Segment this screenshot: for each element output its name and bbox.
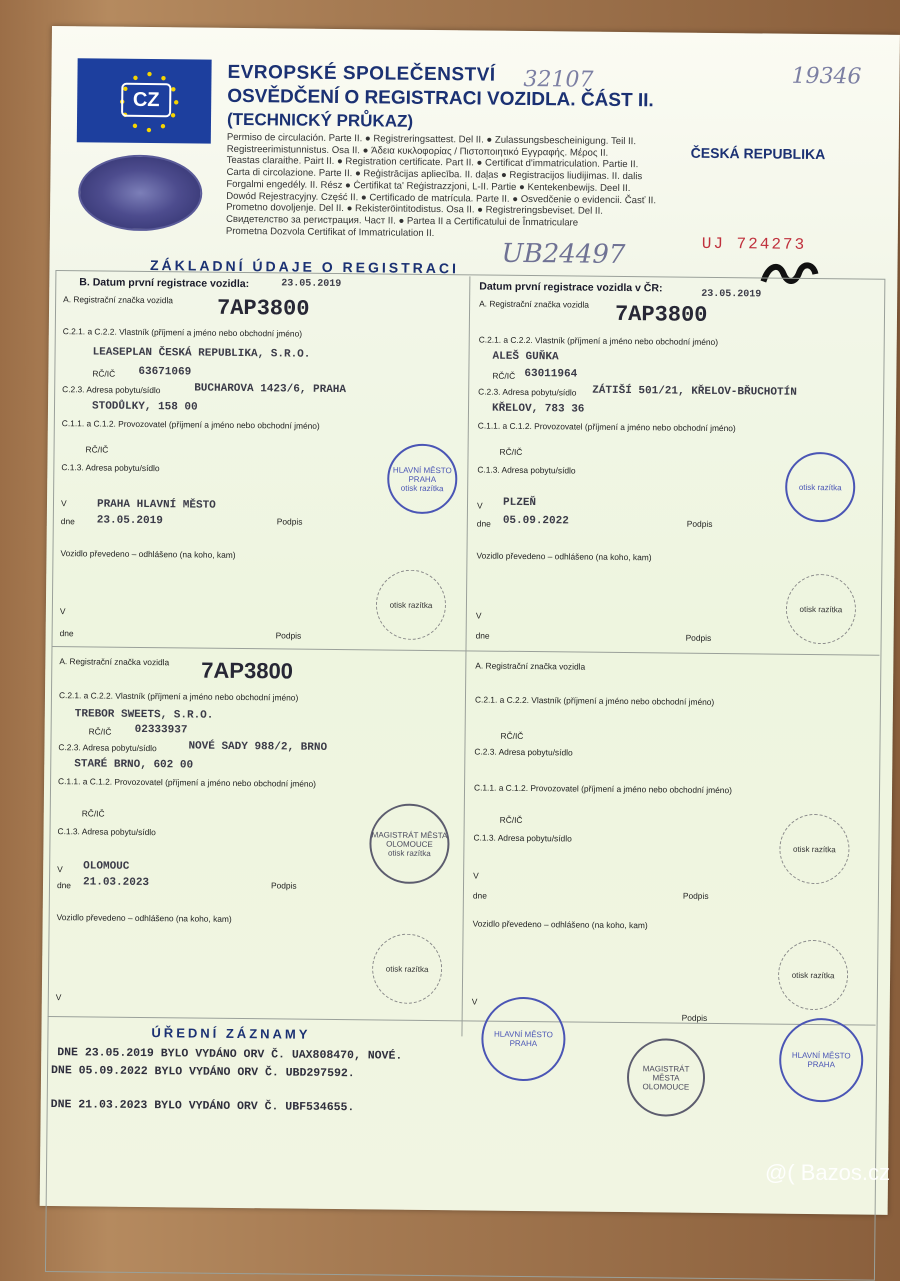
- handwritten-note-1: 32107: [523, 66, 594, 93]
- title-line-1: EVROPSKÉ SPOLEČENSTVÍ: [227, 61, 496, 86]
- transfer-label: Vozidlo převedeno – odhlášeno (na koho, kam): [472, 918, 648, 931]
- v-label: V: [471, 996, 478, 1007]
- plate-label: A. Registrační značka vozidla: [59, 656, 170, 668]
- signature-label: Podpis: [270, 880, 297, 891]
- owner-label: C.2.1. a C.2.2. Vlastník (příjmení a jméno nebo obchodní jméno): [62, 326, 303, 339]
- record-line-1: DNE 23.05.2019 BYLO VYDÁNO ORV Č. UAX808470, NOVÉ.: [57, 1046, 403, 1063]
- first-reg-cr-label: Datum první registrace vozidla v ČR:: [479, 280, 663, 295]
- stamp-placeholder-3: otisk razítka: [372, 933, 443, 1004]
- owner-id-2: 63011964: [524, 367, 578, 381]
- reg-date-3: 21.03.2023: [82, 876, 150, 890]
- owner-name-3: TREBOR SWEETS, S.R.O.: [74, 708, 214, 722]
- owner-address-3b: STARÉ BRNO, 602 00: [74, 758, 194, 772]
- signature-label: Podpis: [685, 632, 712, 643]
- first-reg-cr-date: 23.05.2019: [701, 288, 762, 301]
- address-label: C.2.3. Adresa pobytu/sídlo: [478, 386, 577, 398]
- transfer-label: Vozidlo převedeno – odhlášeno (na koho, kam): [476, 550, 652, 563]
- rcic-label: RČ/IČ: [492, 370, 516, 381]
- dne-label: dne: [476, 518, 491, 529]
- stamp-placeholder-5: otisk razítka: [778, 940, 849, 1011]
- owner-address-2a: ZÁTIŠÍ 501/21, KŘELOV-BŘUCHOTÍN: [592, 384, 797, 399]
- reg-city-3: OLOMOUC: [83, 860, 130, 873]
- owner-label: C.2.1. a C.2.2. Vlastník (příjmení a jméno nebo obchodní jméno): [58, 690, 299, 703]
- official-stamp-6: HLAVNÍ MĚSTO PRAHA: [779, 1018, 864, 1103]
- address-label: C.2.3. Adresa pobytu/sídlo: [62, 384, 161, 396]
- address-label: C.2.3. Adresa pobytu/sídlo: [474, 746, 573, 758]
- owner-label: C.2.1. a C.2.2. Vlastník (příjmení a jméno nebo obchodní jméno): [474, 694, 715, 707]
- record-line-3: DNE 21.03.2023 BYLO VYDÁNO ORV Č. UBF534655.: [50, 1098, 355, 1115]
- first-reg-date: 23.05.2019: [281, 278, 342, 291]
- signature-label: Podpis: [682, 890, 709, 901]
- rcic-label: RČ/IČ: [499, 446, 523, 457]
- records-title: ÚŘEDNÍ ZÁZNAMY: [151, 1025, 311, 1042]
- signature-label: Podpis: [686, 518, 713, 529]
- title-line-3: (TECHNICKÝ PRŮKAZ): [226, 109, 414, 131]
- op-address-label: C.1.3. Adresa pobytu/sídlo: [473, 832, 572, 844]
- dne-label: dne: [59, 628, 74, 639]
- rcic-label: RČ/IČ: [85, 444, 109, 455]
- plate-label: A. Registrační značka vozidla: [475, 660, 586, 672]
- plate-label: A. Registrační značka vozidla: [63, 294, 174, 306]
- official-stamp-4: HLAVNÍ MĚSTO PRAHA: [481, 997, 566, 1082]
- operator-label: C.1.1. a C.1.2. Provozovatel (příjmení a jméno nebo obchodní jméno): [58, 776, 317, 789]
- operator-label: C.1.1. a C.1.2. Provozovatel (příjmení a jméno nebo obchodní jméno): [61, 418, 320, 431]
- official-stamp-5: MAGISTRÁT MĚSTA OLOMOUCE: [627, 1038, 706, 1117]
- signature-label: Podpis: [275, 630, 302, 641]
- owner-address-1b: STODŮLKY, 158 00: [91, 400, 198, 414]
- v-label: V: [475, 610, 482, 621]
- country-code: CZ: [121, 83, 171, 118]
- official-stamp-1: HLAVNÍ MĚSTO PRAHA otisk razítka: [387, 444, 458, 515]
- title-line-2: OSVĚDČENÍ O REGISTRACI VOZIDLA. ČÁST II.: [227, 85, 654, 112]
- official-stamp-2: otisk razítka: [785, 452, 856, 523]
- stamp-placeholder-1: otisk razítka: [376, 569, 447, 640]
- handwritten-note-2: 19346: [791, 63, 862, 90]
- op-address-label: C.1.3. Adresa pobytu/sídlo: [477, 464, 576, 476]
- rcic-label: RČ/IČ: [499, 814, 523, 825]
- reg-city-1: PRAHA HLAVNÍ MĚSTO: [96, 498, 216, 512]
- rcic-label: RČ/IČ: [500, 730, 524, 741]
- plate-number-3: 7AP3800: [201, 657, 294, 684]
- operator-label: C.1.1. a C.1.2. Provozovatel (příjmení a jméno nebo obchodní jméno): [477, 420, 736, 434]
- rcic-label: RČ/IČ: [81, 808, 105, 819]
- reg-date-2: 05.09.2022: [502, 514, 569, 528]
- official-stamp-3: MAGISTRÁT MĚSTA OLOMOUCE otisk razítka: [369, 803, 450, 884]
- stamp-placeholder-2: otisk razítka: [786, 574, 857, 645]
- handwritten-note-3: UB24497: [501, 238, 626, 271]
- section-title: ZÁKLADNÍ ÚDAJE O REGISTRACI: [149, 257, 460, 277]
- operator-label: C.1.1. a C.1.2. Provozovatel (příjmení a jméno nebo obchodní jméno): [473, 782, 732, 796]
- rcic-label: RČ/IČ: [92, 368, 116, 379]
- owner-label: C.2.1. a C.2.2. Vlastník (příjmení a jméno nebo obchodní jméno): [478, 334, 719, 347]
- dne-label: dne: [60, 516, 75, 527]
- dne-label: dne: [475, 630, 490, 641]
- v-label: V: [473, 870, 479, 881]
- reg-date-1: 23.05.2019: [96, 514, 163, 528]
- dne-label: dne: [472, 890, 487, 901]
- bazos-watermark: @( Bazos.cz: [764, 1160, 890, 1185]
- owner-name-2: ALEŠ GUŇKA: [492, 350, 559, 364]
- signature-label: Podpis: [276, 516, 303, 527]
- country-name: ČESKÁ REPUBLIKA: [690, 144, 826, 163]
- first-reg-label: B. Datum první registrace vozidla:: [79, 276, 250, 291]
- v-label: V: [59, 606, 66, 617]
- address-label: C.2.3. Adresa pobytu/sídlo: [58, 742, 157, 754]
- signature-label: Podpis: [681, 1012, 708, 1023]
- registration-certificate: [40, 26, 900, 1215]
- eu-flag: [77, 58, 212, 143]
- owner-id-3: 02333937: [134, 723, 188, 737]
- v-label: V: [476, 500, 483, 511]
- v-label: V: [60, 498, 67, 509]
- owner-address-1a: BUCHAROVA 1423/6, PRAHA: [194, 382, 347, 397]
- serial-number: UJ 724273: [701, 234, 807, 254]
- hologram-emblem: [78, 154, 203, 231]
- op-address-label: C.1.3. Adresa pobytu/sídlo: [57, 826, 156, 838]
- plate-number-1: 7AP3800: [216, 295, 310, 322]
- op-address-label: C.1.3. Adresa pobytu/sídlo: [61, 462, 160, 474]
- stamp-placeholder-4: otisk razítka: [779, 814, 850, 885]
- owner-address-3a: NOVÉ SADY 988/2, BRNO: [188, 740, 328, 754]
- owner-address-2b: KŘELOV, 783 36: [491, 402, 585, 416]
- v-label: V: [57, 864, 63, 875]
- dne-label: dne: [56, 880, 72, 891]
- plate-label: A. Registrační značka vozidla: [479, 298, 590, 310]
- owner-id-1: 63671069: [138, 365, 192, 379]
- transfer-label: Vozidlo převedeno – odhlášeno (na koho, kam): [60, 548, 236, 560]
- v-label: V: [55, 992, 62, 1003]
- owner-name-1: LEASEPLAN ČESKÁ REPUBLIKA, S.R.O.: [92, 346, 311, 361]
- reg-city-2: PLZEŇ: [502, 496, 537, 510]
- plate-number-2: 7AP3800: [614, 301, 708, 328]
- multilingual-titles: Permiso de circulación. Parte II. ● Registreringsattest. Del II. ● Zulassungsbescheinigung. Teil II. Registreerimistunnistus. Osa II. ● Άδεια κυκλοφορίας / Πιστοποιητικό Εγγραφής. Μέρος II. Teastas claraithe. Pairt II. ● Registration certificate. Part II. ● Certificat d'immatriculation. Partie II. Carta di circolazione. Parte II. ● Reģistrācijas apliecība. II. daļas ● Registracijos liudijimas. II. dalis Forgalmi engedély. II. Rész ● Ċertifikat ta' Reġistrazzjoni, L-II. Partie ● Kentekenbewijs. Deel II. Dowód Rejestracyjny. Część II. ● Certificado de matrícula. Parte II. ● Osvedčenie o evidencii. Časť II. Prometno dovoljenje. Del II. ● Rekisteröintitodistus. Osa II. ● Registreringsbeviset. Del II. Свидетелство за регистрация. Част II. ● Partea II a Certificatului de Înmatriculare Prometna Dozvola Certifikat of Immatriculation II.: [225, 131, 657, 239]
- rcic-label: RČ/IČ: [88, 726, 112, 737]
- record-line-2: DNE 05.09.2022 BYLO VYDÁNO ORV Č. UBD297592.: [50, 1064, 355, 1081]
- transfer-label: Vozidlo převedeno – odhlášeno (na koho, kam): [56, 912, 232, 924]
